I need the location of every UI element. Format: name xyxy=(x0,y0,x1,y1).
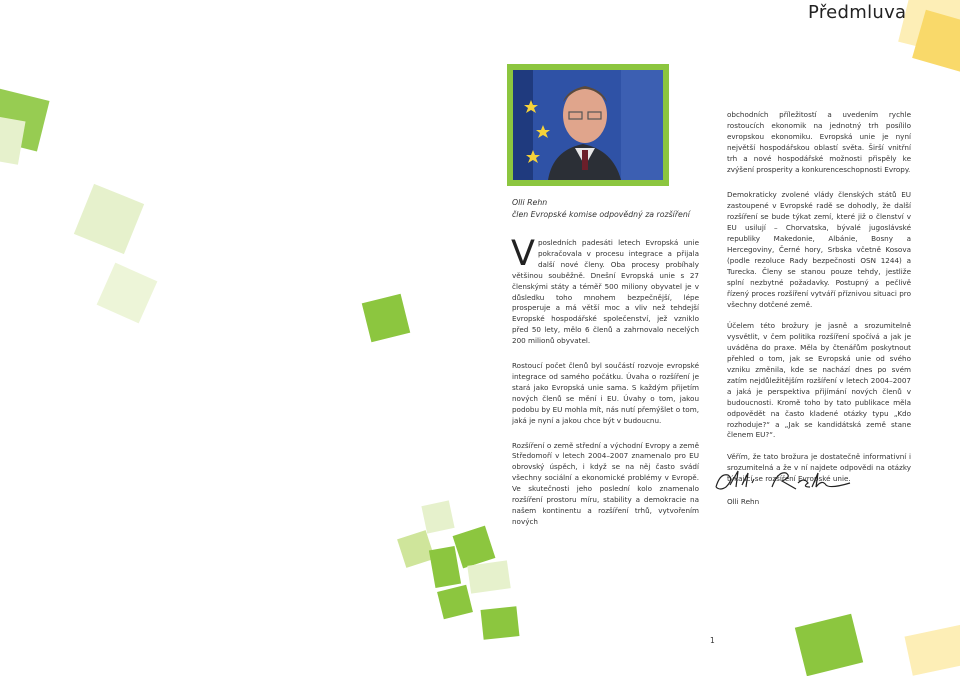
decor-tile xyxy=(421,500,454,533)
author-name: Olli Rehn xyxy=(512,198,548,207)
decor-tile xyxy=(74,184,144,254)
decor-tile xyxy=(397,530,435,568)
decor-tile xyxy=(795,614,863,676)
paragraph: Demokraticky zvolené vlády členských států EU zastoupené v Evropské radě se dohodly, že další rozšíření se bude týkat zemí, které již o členství v EU usilují – Chorvatska, bývalé jugoslávské republiky Makedonie, Albánie, Bosny a Hercegoviny, Černé hory, Srbska včetně Kosova (podle rezoluce Rady bezpečnosti OSN 1244) a Turecka. Členy se stanou pouze tehdy, jestliže splní nezbytné požadavky. Postupný a pečlivě řízený proces rozšíření vytváří příznivou situaci pro všechny dotčené země. xyxy=(727,190,911,309)
author-caption xyxy=(512,197,690,221)
paragraph: Účelem této brožury je jasně a srozumitelně vysvětlit, v čem politika rozšíření spočívá a jak je uváděna do praxe. Měla by čtenářům poskytnout přehled o tom, jak se Evropská unie od svého vzniku změnila, kde se nachází dnes po svém zatím nejdůležitějším rozšíření v letech 2004–2007 a jaká je perspektiva přijímání nových členů v budoucnosti. Kromě toho by tato publikace měla odpovědět na často kladené otázky typu „Kdo rozhoduje?“ a „Jak se kandidátská země stane členem EU?“. xyxy=(727,321,911,440)
page-title: Předmluva xyxy=(808,2,907,23)
handwritten-signature xyxy=(712,467,852,495)
author-role: člen Evropské komise odpovědný za rozšíření xyxy=(512,210,690,219)
paragraph: Rostoucí počet členů byl součástí rozvoje evropské integrace od samého počátku. Úvaha o rozšíření je stará jako Evropská unie sama. S každým přijetím nových členů se mění i EU. Úvahy o tom, jakou podobu by EU mohla mít, nás nutí přemýšlet o tom, jaká je nyní a jakou chce být v budoucnu. xyxy=(512,361,699,425)
decor-tile xyxy=(429,546,461,588)
left-text-column xyxy=(511,234,699,537)
signature-name: Olli Rehn xyxy=(727,497,760,506)
page-number: 1 xyxy=(710,636,715,645)
decor-tile xyxy=(97,263,158,324)
paragraph xyxy=(511,234,699,347)
portrait-image xyxy=(513,70,663,180)
paragraph: Věřím, že tato brožura je dostatečně informativní i srozumitelná a že v ní najdete odpovědi na otázky týkající se rozšíření Evropské unie. xyxy=(727,452,911,484)
paragraph: Rozšíření o země střední a východní Evropy a země Středomoří v letech 2004–2007 znamenalo pro EU obrovský úspěch, i když se na něj často svádí všechny sociální a ekonomické problémy v Evropě. Ve skutečnosti jeho poslední kolo znamenalo rozšíření prostoru míru, stability a demokracie na našem kontinentu a rozšíření trhů, vytvořením nových xyxy=(512,440,699,526)
author-photo xyxy=(507,64,669,186)
decor-tile xyxy=(481,606,520,640)
decor-tile xyxy=(437,585,473,619)
decor-tile xyxy=(0,115,26,165)
paragraph-text: posledních padesáti letech Evropská unie pokračovala v procesu integrace a přijala další nové členy. Oba procesy probíhaly většinou souběžně. Dnešní Evropská unie s 27 členskými státy a téměř 500 miliony obyvatel je v důsledku toho mnohem bezpečnější, lépe prosperuje a má větší moc a vliv než tehdejší Evropské hospodářské společenství, jež vzniklo před 50 lety, mělo 6 členů a zahrnovalo necelých 200 milionů obyvatel. xyxy=(512,238,699,346)
decor-tile xyxy=(467,560,511,593)
decor-tile xyxy=(362,294,410,342)
paragraph: obchodních příležitostí a uvedením rychle rostoucích ekonomik na jednotný trh posílilo evropskou ekonomiku. Evropská unie je nyní největší hospodářskou oblastí světa. Širší vnitřní trh a nové hospodářské možnosti přispěly ke zvýšení prosperity a konkurenceschopnosti Evropy. xyxy=(727,110,911,174)
drop-cap: V xyxy=(511,234,535,274)
right-text-column xyxy=(727,110,911,494)
decor-tile xyxy=(904,624,960,676)
